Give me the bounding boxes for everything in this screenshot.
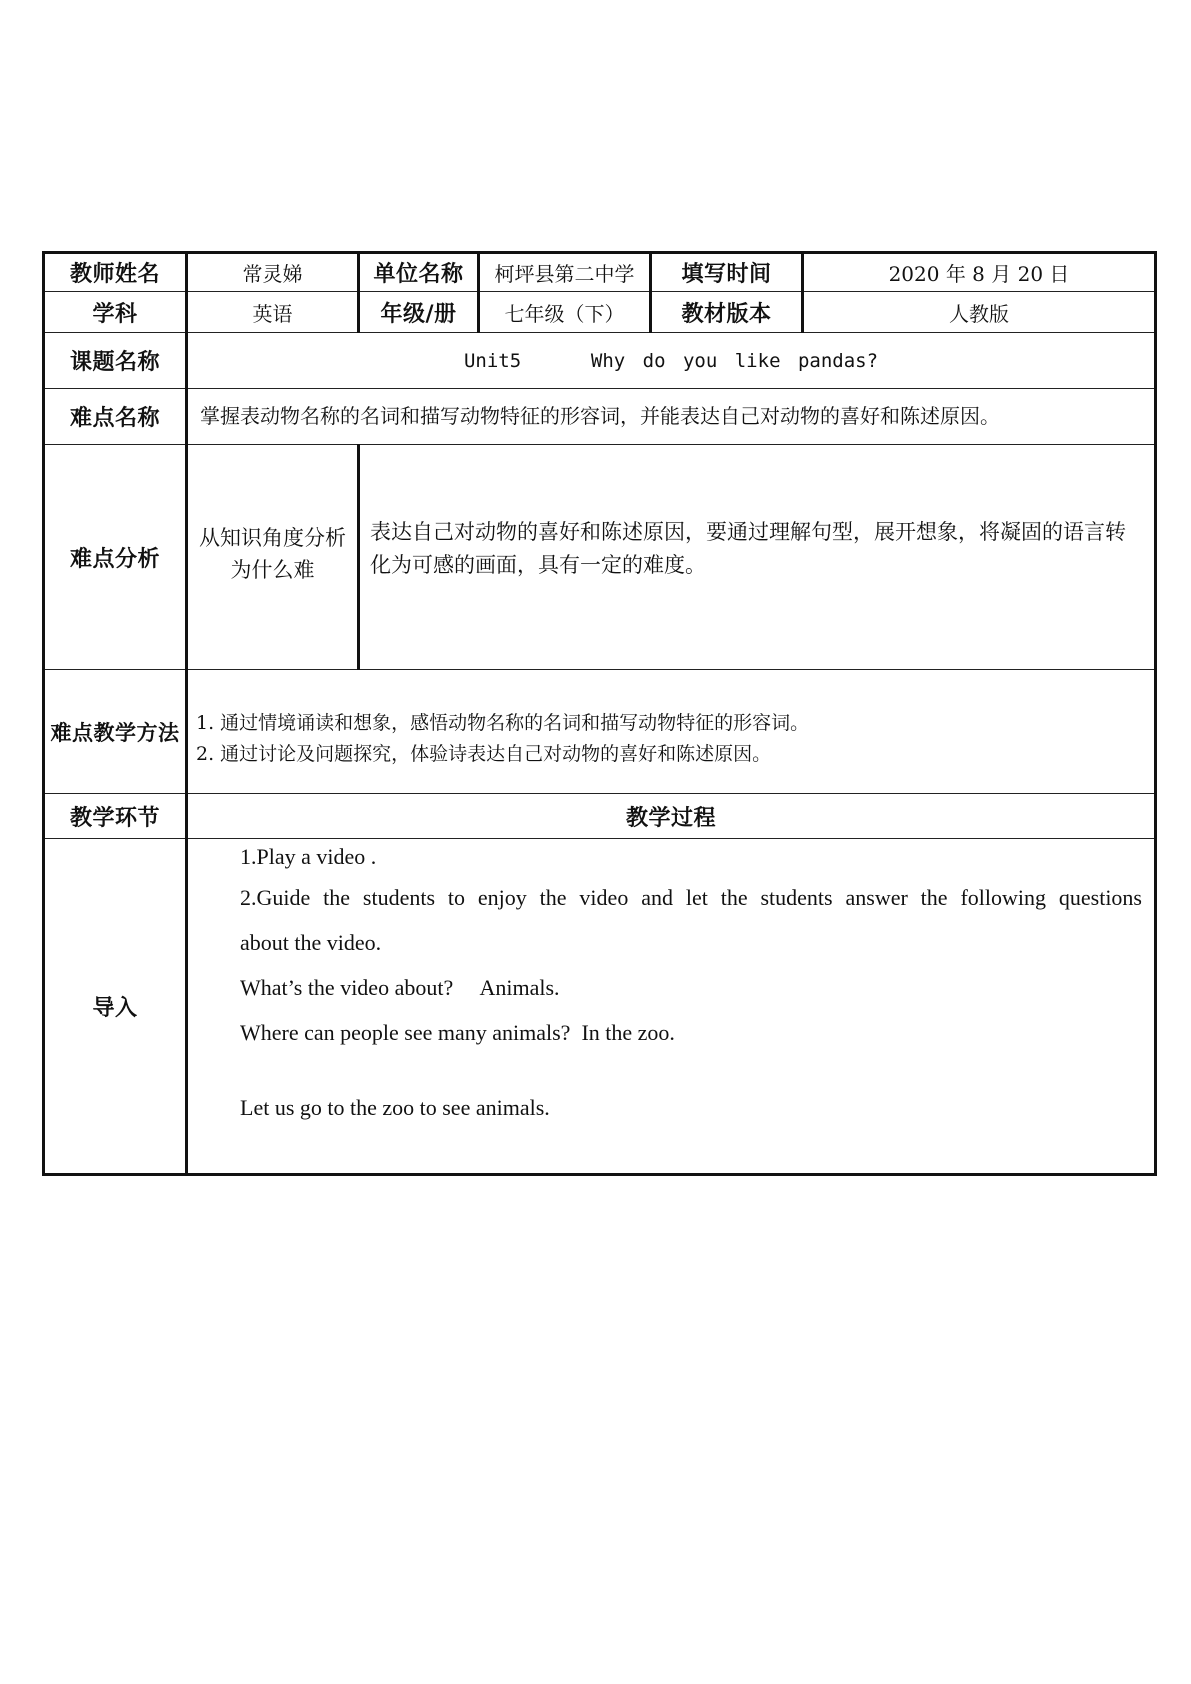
method-item-1: 1. 通过情境诵读和想象，感悟动物名称的名词和描写动物特征的形容词。 xyxy=(196,712,810,735)
analysis-text: 表达自己对动物的喜好和陈述原因，要通过理解句型，展开想象，将凝固的语言转化为可感的画面，具有一定的难度。 xyxy=(370,520,1126,577)
intro-line-3: about the video. xyxy=(240,930,382,955)
grade-value: 七年级（下） xyxy=(479,292,651,333)
header-row-1 xyxy=(44,253,1156,292)
intro-line-2: 2.Guide the students to enjoy the video and let the students answer the following questions xyxy=(240,885,1142,910)
unit-name-label: 单位名称 xyxy=(359,253,479,292)
methods-row xyxy=(44,670,1156,794)
unit-name-value: 柯坪县第二中学 xyxy=(479,253,651,292)
method-item-2: 2. 通过讨论及问题探究，体验诗表达自己对动物的喜好和陈述原因。 xyxy=(196,742,772,765)
textbook-edition-label: 教材版本 xyxy=(651,292,803,333)
intro-line-1: 1.Play a video . xyxy=(240,844,377,869)
methods-list xyxy=(187,670,1156,794)
intro-label: 导入 xyxy=(44,839,187,1175)
intro-line-5: Where can people see many animals? In the zoo. xyxy=(240,1020,675,1045)
analysis-label: 难点分析 xyxy=(44,445,187,670)
teacher-name-label: 教师姓名 xyxy=(44,253,187,292)
teacher-name-value: 常灵娣 xyxy=(187,253,359,292)
difficulty-label: 难点名称 xyxy=(44,389,187,445)
header-row-2 xyxy=(44,292,1156,333)
textbook-edition-value: 人教版 xyxy=(803,292,1156,333)
analysis-row xyxy=(44,445,1156,670)
fill-date-value: 2020 年 8 月 20 日 xyxy=(803,253,1156,292)
difficulty-value: 掌握表动物名称的名词和描写动物特征的形容词，并能表达自己对动物的喜好和陈述原因。 xyxy=(187,389,1156,445)
subject-value: 英语 xyxy=(187,292,359,333)
methods-label: 难点教学方法 xyxy=(44,670,187,794)
grade-label: 年级/册 xyxy=(359,292,479,333)
subject-label: 学科 xyxy=(44,292,187,333)
lesson-plan-table xyxy=(42,251,1157,1176)
knowledge-angle-label xyxy=(187,445,359,670)
intro-line-4: What’s the video about? Animals. xyxy=(240,975,560,1000)
teaching-process-label: 教学过程 xyxy=(187,794,1156,839)
teaching-stage-label: 教学环节 xyxy=(44,794,187,839)
intro-row xyxy=(44,839,1156,1175)
knowledge-angle-line-1: 从知识角度分析 xyxy=(199,526,346,550)
difficulty-row xyxy=(44,389,1156,445)
knowledge-angle-line-2: 为什么难 xyxy=(230,557,315,582)
topic-row xyxy=(44,333,1156,389)
topic-value: Unit5 Why do you like pandas? xyxy=(187,333,1156,389)
analysis-text-cell xyxy=(359,445,1156,670)
intro-line-6: Let us go to the zoo to see animals. xyxy=(240,1095,550,1120)
fill-date-label: 填写时间 xyxy=(651,253,803,292)
topic-label: 课题名称 xyxy=(44,333,187,389)
process-header-row xyxy=(44,794,1156,839)
intro-process xyxy=(187,839,1156,1175)
